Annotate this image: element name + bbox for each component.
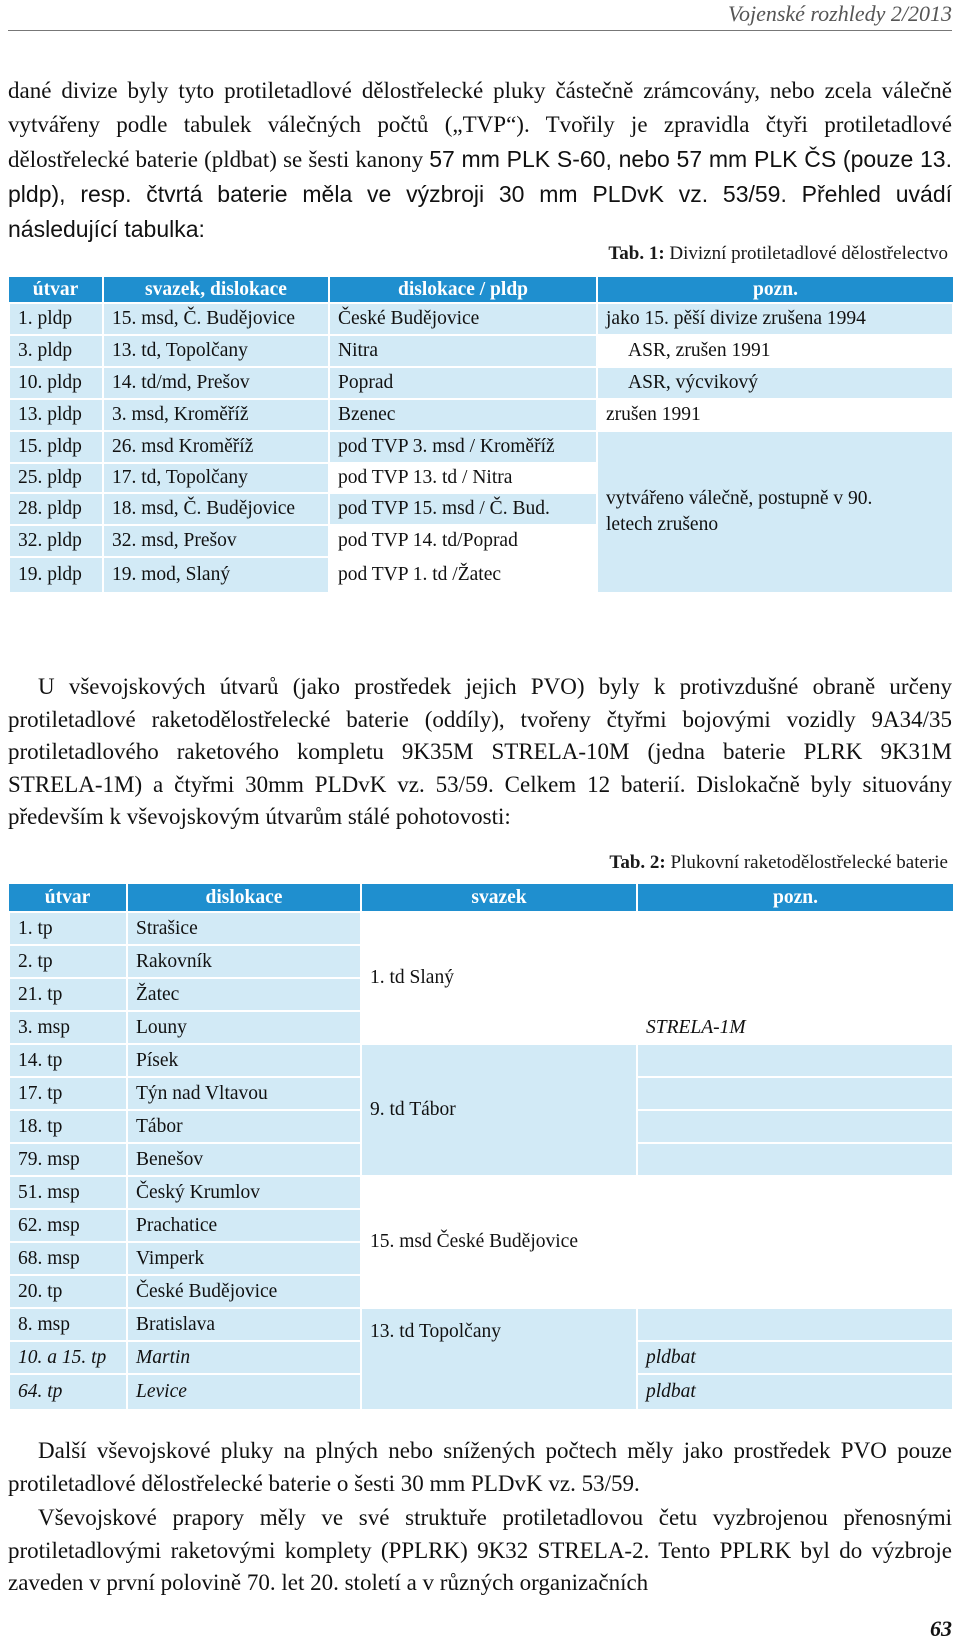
table-cell: pod TVP 14. td/Poprad [329, 525, 597, 557]
table-cell: pod TVP 3. msd / Kroměříž [329, 431, 597, 463]
table-cell: 8. msp [9, 1308, 127, 1341]
table-cell: 51. msp [9, 1176, 127, 1209]
table-cell: Prachatice [127, 1209, 361, 1242]
group-cell: 15. msd České Budějovice [361, 1176, 637, 1308]
table-cell: 2. tp [9, 945, 127, 978]
table2-header-cell: svazek [361, 884, 637, 912]
table1-header-cell: pozn. [597, 277, 953, 303]
paragraph-4: Všev​ojskové prapory měly ve své struktuře protiletadlovou četu vyzbrojenou přenosnými protiletadlovými raketovými komplety (PPLRK) 9K32 STRELA-2. Tento PPLRK byl do výzbroje zaveden v první polovině 70. let 20. století a v různých organizačních [8, 1505, 952, 1595]
table-cell: Martin [127, 1341, 361, 1374]
table-cell: 10. a 15. tp [9, 1341, 127, 1374]
table-cell [637, 1143, 953, 1176]
table-cell: Benešov [127, 1143, 361, 1176]
header-rule [8, 30, 952, 31]
intro-text-serif: dané divize byly tyto protiletadlové dělostřelecké pluky částečně zrámcovány, nebo zcela válečně vytvářeny podle tabulek válečných počtů („TVP“). Tvořily je zpravidla čtyři protiletadlové dělostřelecké baterie (pldbat) se šesti kanony [8, 78, 952, 172]
table-cell [637, 1110, 953, 1143]
table2-header-row [9, 884, 953, 912]
table-cell [637, 1209, 953, 1242]
table-cell: 13. td, Topolčany [103, 335, 329, 367]
table2-header-cell: pozn. [637, 884, 953, 912]
table-cell: pod TVP 1. td /Žatec [329, 557, 597, 593]
table1 [8, 277, 954, 594]
table-row [9, 431, 953, 463]
table-cell [637, 1044, 953, 1077]
table2-header-cell: útvar [9, 884, 127, 912]
merged-note-cell: vytvářeno válečně, postupně v 90. letech zrušeno [597, 431, 953, 593]
table-cell: České Budějovice [329, 303, 597, 335]
group-cell: 1. td Slaný [361, 912, 637, 1044]
table-row [9, 303, 953, 335]
table-row [9, 367, 953, 399]
table1-caption-text: Divizní protiletadlové dělostřelectvo [664, 243, 948, 264]
table-row [9, 1044, 953, 1077]
table-row [9, 1176, 953, 1209]
running-title: Vojenské rozhledy 2/2013 [727, 1, 952, 26]
table2-caption-text: Plukovní raketodělostřelecké baterie [665, 852, 948, 873]
table-cell: 3. pldp [9, 335, 103, 367]
table-cell [637, 978, 953, 1011]
table-cell: pod TVP 13. td / Nitra [329, 463, 597, 493]
table-cell: 3. msd, Kroměříž [103, 399, 329, 431]
table-cell: Bzenec [329, 399, 597, 431]
table-cell: Týn nad Vltavou [127, 1077, 361, 1110]
table-cell: Poprad [329, 367, 597, 399]
table-cell: 1. tp [9, 912, 127, 945]
table-cell: 17. tp [9, 1077, 127, 1110]
table-cell: 18. tp [9, 1110, 127, 1143]
table-cell [637, 1242, 953, 1275]
table1-header-cell: útvar [9, 277, 103, 303]
table-cell: 19. mod, Slaný [103, 557, 329, 593]
table-cell: 10. pldp [9, 367, 103, 399]
table-cell: 20. tp [9, 1275, 127, 1308]
group-cell: 13. td Topolčany [361, 1308, 637, 1410]
table-cell: jako 15. pěší divize zrušena 1994 [597, 303, 953, 335]
table-cell: Písek [127, 1044, 361, 1077]
table-cell [637, 1275, 953, 1308]
table2-caption-label: Tab. 2: [609, 852, 666, 873]
table-cell [637, 1176, 953, 1209]
intro-paragraph [8, 74, 952, 247]
table-cell: 28. pldp [9, 493, 103, 525]
table-cell: STRELA-1M [637, 1011, 953, 1044]
table-cell: 21. tp [9, 978, 127, 1011]
table2-header-cell: dislokace [127, 884, 361, 912]
table-cell: 13. pldp [9, 399, 103, 431]
table-cell: 1. pldp [9, 303, 103, 335]
table-cell: 26. msd Kroměříž [103, 431, 329, 463]
table-row [9, 335, 953, 367]
table-cell: Nitra [329, 335, 597, 367]
table1-caption [608, 243, 948, 265]
table-cell: Český Krumlov [127, 1176, 361, 1209]
table-cell [637, 1077, 953, 1110]
table1-caption-label: Tab. 1: [608, 243, 665, 264]
table-cell: 18. msd, Č. Budějovice [103, 493, 329, 525]
table-cell: ASR, zrušen 1991 [597, 335, 953, 367]
table-cell: pldbat [637, 1374, 953, 1410]
table-cell: 32. pldp [9, 525, 103, 557]
table-cell: Louny [127, 1011, 361, 1044]
table-cell: 62. msp [9, 1209, 127, 1242]
table1-header-cell: svazek, dislokace [103, 277, 329, 303]
table-cell: 17. td, Topolčany [103, 463, 329, 493]
table-cell [637, 945, 953, 978]
table-cell: České Budějovice [127, 1275, 361, 1308]
table-cell: 32. msd, Prešov [103, 525, 329, 557]
table2 [8, 884, 954, 1411]
table-row [9, 912, 953, 945]
table-cell [637, 912, 953, 945]
intro-text-sans: 57 mm PLK S-60, nebo 57 mm PLK ČS (pouze 13. pldp), resp. čtvrtá baterie měla ve výzbroji 30 mm PLDvK vz. 53/59. Přehled uvádí následující tabulka: [8, 146, 952, 242]
paragraph-2: U všev​ojskových útvarů (jako prostředek jejich PVO) byly k protivzdušné obraně určeny protiletadlové raketodělostřelecké baterie (oddíly), tvořeny čtyřmi bojovými vozidly 9A34/35 protiletadlového raketového kompletu 9K35M STRELA-10M (jedna baterie PLRK 9K31M STRELA-1M) a čtyřmi 30mm PLDvK vz. 53/59. Celkem 12 baterií. Dislokačně byly situovány především k všev​ojskovým útvarům stálé pohotovosti: [8, 674, 952, 829]
table2-caption [609, 852, 948, 874]
table-cell: pldbat [637, 1341, 953, 1374]
table-cell: 3. msp [9, 1011, 127, 1044]
table-cell: Rakovník [127, 945, 361, 978]
table-cell: 15. pldp [9, 431, 103, 463]
table-cell: 14. tp [9, 1044, 127, 1077]
table-cell: 14. td/md, Prešov [103, 367, 329, 399]
table-cell: Vimperk [127, 1242, 361, 1275]
table-cell: Strašice [127, 912, 361, 945]
group-cell: 9. td Tábor [361, 1044, 637, 1176]
table-row [9, 1308, 953, 1341]
table-cell: Žatec [127, 978, 361, 1011]
table-cell: 68. msp [9, 1242, 127, 1275]
table-cell: 64. tp [9, 1374, 127, 1410]
table-row [9, 399, 953, 431]
table-cell: pod TVP 15. msd / Č. Bud. [329, 493, 597, 525]
table-cell: 15. msd, Č. Budějovice [103, 303, 329, 335]
table-cell: zrušen 1991 [597, 399, 953, 431]
table-cell [637, 1308, 953, 1341]
table-cell: ASR, výcvikový [597, 367, 953, 399]
table-cell: Tábor [127, 1110, 361, 1143]
paragraph-3: Další všev​ojskové pluky na plných nebo snížených počtech měly jako prostředek PVO pouze protiletadlové dělostřelecké baterie o šesti 30 mm PLDvK vz. 53/59. [8, 1438, 952, 1496]
table1-header-cell: dislokace / pldp [329, 277, 597, 303]
table1-header-row [9, 277, 953, 303]
table-cell: 79. msp [9, 1143, 127, 1176]
page-number: 63 [930, 1616, 952, 1641]
table-cell: Bratislava [127, 1308, 361, 1341]
table-cell: 19. pldp [9, 557, 103, 593]
table-cell: Levice [127, 1374, 361, 1410]
table-cell: 25. pldp [9, 463, 103, 493]
